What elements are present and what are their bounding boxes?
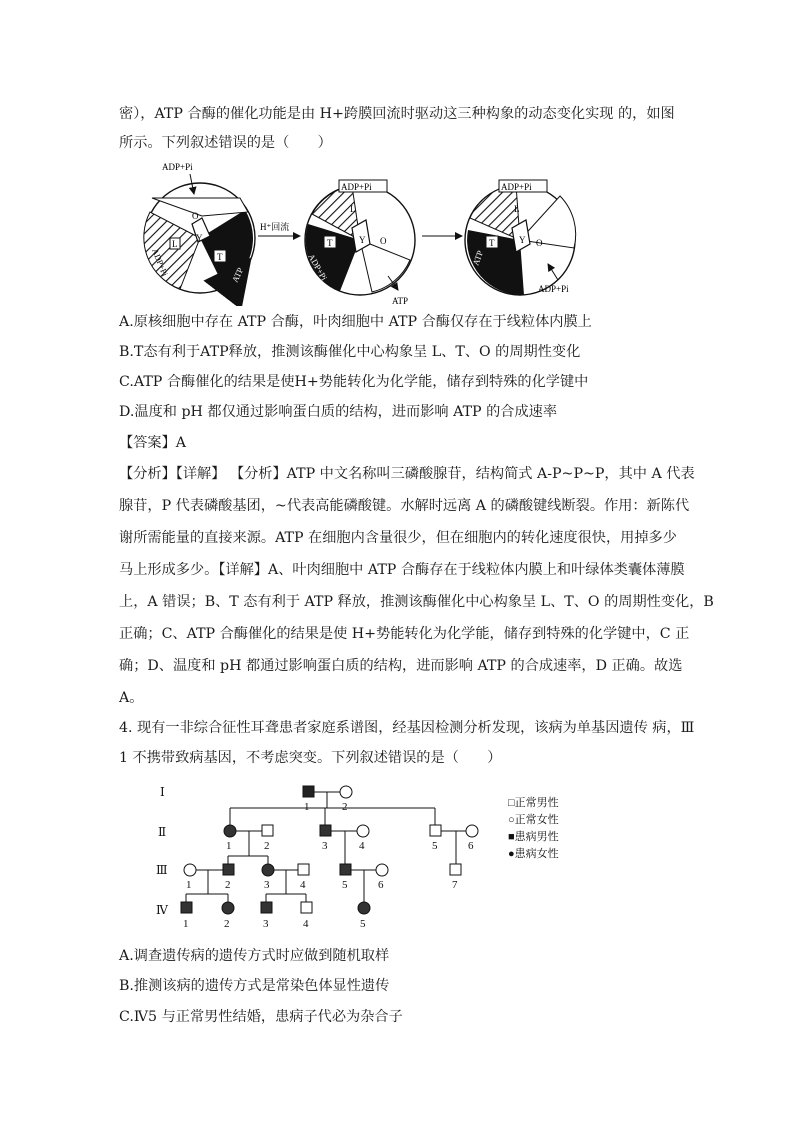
gIV-num-5: 5 [360,918,366,930]
q3-stem-line1: 密），ATP 合酶的催化功能是由 H+跨膜回流时驱动这三种构象的动态变化实现 的，如图 [119,106,675,122]
gI-num-2: 2 [342,801,348,813]
gIV-5-affected-female [358,902,370,914]
q3-option-d: D.温度和 pH 都仅通过影响蛋白质的结构，进而影响 ATP 的合成速率 [119,404,558,420]
gen-label-2: Ⅱ [158,825,167,839]
adp-pi-top-label: ADP+Pi [341,182,372,192]
q3-analysis-line-3: 谢所需能量的直接来源。ATP 在细胞内含量很少，但在细胞内的转化速度很快，用掉多少 [119,530,677,546]
state-l-label: L [172,239,178,249]
gIII-num-4: 4 [300,879,306,891]
state-t-label-3: T [489,238,495,248]
gen-label-4: Ⅳ [156,903,168,917]
q3-analysis-line-6: 正确；C、ATP 合酶催化的结果是使 H+势能转化为化学能，储存到特殊的化学键中，C 正 [119,626,690,642]
center-y-label: Y [196,233,203,243]
q3-option-a: A.原核细胞中存在 ATP 合酶，叶肉细胞中 ATP 合酶仅存在于线粒体内膜上 [119,314,592,330]
gIII-num-3: 3 [264,879,270,891]
gIV-4-normal-male [301,902,312,913]
gIV-num-2: 2 [224,918,230,930]
gIII-1-normal-female [184,864,196,876]
atp-synthase-figure [140,158,600,306]
q3-option-c: C.ATP 合酶催化的结果是使H+势能转化为化学能，储存到特殊的化学键中 [119,374,589,390]
atp-output-label: ATP [392,296,409,306]
gII-num-6: 6 [468,840,474,852]
gIII-4-normal-male [298,864,309,875]
gIII-num-1: 1 [186,879,192,891]
conformation-circle-1 [144,183,255,293]
legend-normal-female: ○正常女性 [508,814,559,826]
legend-normal-male: □正常男性 [508,797,559,809]
gIV-num-4: 4 [303,918,309,930]
state-o-label-3: O [536,238,543,248]
gIV-num-1: 1 [183,918,189,930]
q4-option-c: C.Ⅳ5 与正常男性结婚，患病子代必为杂合子 [119,1009,403,1025]
pedigree-chart [150,782,590,932]
gIII-5-affected-male [340,864,351,875]
gIII-3-affected-female [262,864,274,876]
gen-label-1: Ⅰ [160,785,165,799]
center-y-label-2: Y [359,235,366,245]
gI-num-1: 1 [304,801,310,813]
gIII-num-5: 5 [342,879,348,891]
state-l-label-3: L [514,204,520,214]
gII-3-affected-male [320,825,331,836]
conformation-circle-3 [465,185,576,295]
q4-option-a: A.调查遗传病的遗传方式时应做到随机取样 [119,948,390,964]
q3-analysis-line-7: 确；D、温度和 pH 都通过影响蛋白质的结构，进而影响 ATP 的合成速率，D 正确。故选 [119,658,683,674]
gII-num-2: 2 [264,840,270,852]
gII-num-5: 5 [432,840,438,852]
gIII-7-normal-male [450,864,461,875]
center-y-label-3: Y [519,235,526,245]
q3-analysis-line-8: A。 [119,690,144,706]
adp-pi-label: ADP+Pi [150,247,171,278]
gIII-num-7: 7 [452,879,458,891]
gII-num-3: 3 [322,840,328,852]
q3-stem-line2: 所示。下列叙述错误的是（ ） [119,135,332,151]
gII-num-1: 1 [226,840,232,852]
legend-affected-female: ●患病女性 [508,848,559,860]
gII-num-4: 4 [359,840,365,852]
q3-analysis-line-2: 腺苷，P 代表磷酸基团，~代表高能磷酸键。水解时远离 A 的磷酸键线断裂。作用：新陈代 [119,498,690,514]
gII-4-normal-female [357,825,369,837]
atp-label: ATP [229,265,246,284]
q3-option-b: B.T态有利于ATP释放，推测该酶催化中心构象呈 L、T、O 的周期性变化 [119,344,581,360]
atp-label-3: ATP [470,249,486,267]
gIV-num-3: 3 [263,918,269,930]
adp-pi-label-2: ADP+Pi [306,252,330,283]
adp-pi-top-label-3: ADP+Pi [501,182,532,192]
adp-pi-input-label: ADP+Pi [162,162,193,172]
gIII-2-affected-male [223,864,234,875]
state-t-label-2: T [327,238,333,248]
gII-1-affected-female [224,825,236,837]
gII-2-normal-male [262,825,273,836]
gen-label-3: Ⅲ [156,863,168,877]
q4-stem-line2: 1 不携带致病基因，不考虑突变。下列叙述错误的是（ ） [119,750,502,766]
q3-analysis-line-5: 上，A 错误；B、T 态有利于 ATP 释放，推测该酶催化中心构象呈 L、T、O 的周期性变化，B [119,594,714,610]
gIV-2-affected-female [222,902,234,914]
legend-affected-male: ■患病男性 [508,831,559,843]
gI-1-affected-male [303,786,314,797]
q3-answer: 【答案】A [119,435,186,451]
adp-pi-input-label-3: ADP+Pi [538,284,569,294]
gIV-3-affected-male [261,902,272,913]
gII-6-normal-female [466,825,478,837]
gIII-6-normal-female [376,864,388,876]
gIV-1-affected-male [181,902,192,913]
state-o-label-2: O [380,236,387,246]
gI-2-normal-female [340,786,352,798]
state-o-label: O [192,211,199,221]
q4-stem-line1: 4. 现有一非综合征性耳聋患者家庭系谱图，经基因检测分析发现，该病为单基因遗传 病，Ⅲ [119,720,695,736]
q3-analysis-line-1: 【分析】【详解】 【分析】ATP 中文名称叫三磷酸腺苷，结构简式 A-P~P~P，其中 A 代表 [119,466,695,482]
gIII-num-6: 6 [378,879,384,891]
q4-option-b: B.推测该病的遗传方式是常染色体显性遗传 [119,978,390,994]
gIII-num-2: 2 [225,879,231,891]
state-l-label-2: L [350,204,356,214]
q3-analysis-line-4: 马上形成多少。【详解】A、叶肉细胞中 ATP 合酶存在于线粒体内膜上和叶绿体类囊体薄膜 [119,562,685,578]
conformation-circle-2 [305,185,415,306]
state-t-label: T [217,252,223,262]
gII-5-normal-male [430,825,441,836]
h-reflux-label: H⁺回流 [260,222,290,232]
